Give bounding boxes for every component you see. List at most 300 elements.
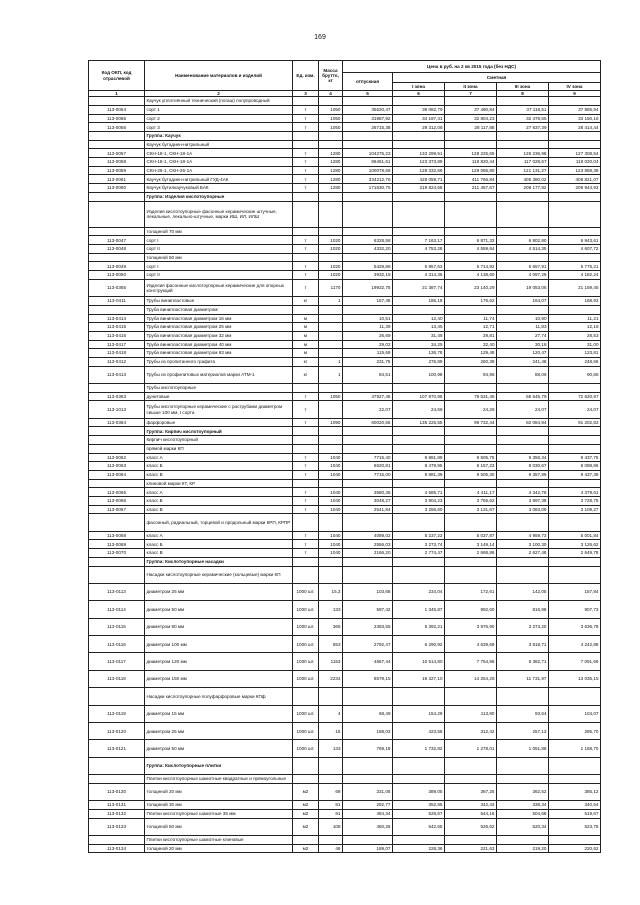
cell-zone-3: 816,98 — [497, 601, 549, 618]
cell-zone-4: 28 414,44 — [549, 123, 601, 132]
cell-unit: т — [293, 158, 319, 167]
cell-zone-2: 342,43 — [445, 801, 497, 810]
cell-zone-2 — [445, 444, 497, 453]
cell-zone-2: 312,42 — [445, 723, 497, 740]
cell-unit: м2 — [293, 801, 319, 810]
cell-zone-4: 33 150,16 — [549, 114, 601, 123]
cell-mass: 1050 — [319, 392, 343, 401]
cell-zone-4: 340,54 — [549, 801, 601, 810]
cell-otpusk: 104275,23 — [343, 149, 393, 158]
cell-zone-2 — [445, 192, 497, 201]
cell-otpusk: 157,45 — [343, 297, 393, 306]
table-row — [89, 401, 601, 418]
cell-mass: 653 — [319, 636, 343, 653]
cell-code: 113-0116 — [89, 636, 145, 653]
cell-zone-3: 5 657,91 — [497, 262, 549, 271]
cell-zone-3 — [497, 305, 549, 314]
cell-otpusk: 4667,44 — [343, 653, 393, 670]
cell-zone-2 — [445, 557, 497, 566]
cell-unit — [293, 688, 319, 705]
cell-zone-4: 9 437,75 — [549, 453, 601, 462]
cell-otpusk: 4089,02 — [343, 531, 393, 540]
cell-zone-4: 168,93 — [549, 297, 601, 306]
cell-mass: 1040 — [319, 549, 343, 558]
cell-zone-1: 7 163,17 — [393, 236, 445, 245]
table-row — [89, 653, 601, 670]
cell-unit: т — [293, 470, 319, 479]
cell-unit: т — [293, 505, 319, 514]
cell-name: прямой марки КП — [145, 444, 293, 453]
cell-name: Насадки кислотоупорные керамические (кольцевые) марки КП — [145, 566, 293, 583]
cell-name: диаметром 25 мм — [145, 723, 293, 740]
cell-zone-1: 8 479,95 — [393, 462, 445, 471]
table-row — [89, 453, 601, 462]
cell-zone-3: 30,18 — [497, 340, 549, 349]
cell-mass: 1280 — [319, 184, 343, 193]
cell-mass: 1153 — [319, 653, 343, 670]
table-row — [89, 723, 601, 740]
header-num-1: 1 — [89, 91, 145, 97]
cell-zone-3: 504,68 — [497, 809, 549, 818]
cell-name: толщиной 50 мм — [145, 818, 293, 835]
cell-code: 113-0054 — [89, 105, 145, 114]
cell-zone-2: 6 871,33 — [445, 236, 497, 245]
cell-zone-1: 24,68 — [393, 401, 445, 418]
cell-zone-1: 234,04 — [393, 583, 445, 600]
cell-zone-4 — [549, 557, 601, 566]
cell-zone-1: 10 514,80 — [393, 653, 445, 670]
cell-zone-3: 6 382,71 — [497, 653, 549, 670]
cell-otpusk: 100078,66 — [343, 166, 393, 175]
cell-code: 113-0133 — [89, 818, 145, 835]
cell-otpusk: 2393,55 — [343, 618, 393, 635]
cell-zone-1: 3 255,60 — [393, 505, 445, 514]
cell-mass — [319, 757, 343, 774]
cell-zone-2: 3 131,67 — [445, 505, 497, 514]
cell-code: 113-0055 — [89, 114, 145, 123]
header-zone-1: I зона — [393, 83, 445, 91]
cell-zone-1: 39 082,79 — [393, 105, 445, 114]
cell-otpusk: 19932,75 — [343, 279, 393, 296]
cell-name: сорт I — [145, 236, 293, 245]
cell-name: Плитки кислотоупорные шамотные 35 мм — [145, 809, 293, 818]
cell-zone-2: 32,40 — [445, 340, 497, 349]
cell-zone-4 — [549, 514, 601, 531]
cell-code: 113-0061 — [89, 175, 145, 184]
cell-mass — [319, 836, 343, 845]
cell-zone-2: 5 037,87 — [445, 531, 497, 540]
cell-mass: 1 — [319, 297, 343, 306]
cell-unit — [293, 775, 319, 784]
cell-zone-1: 428 059,71 — [393, 175, 445, 184]
cell-mass: 1050 — [319, 123, 343, 132]
cell-zone-3: 11 731,97 — [497, 670, 549, 687]
cell-name: Труба винипластовая диаметром 16 мм — [145, 314, 293, 323]
cell-code: 113-0416 — [89, 331, 145, 340]
cell-zone-3: 82 084,94 — [497, 418, 549, 427]
cell-zone-4 — [549, 688, 601, 705]
cell-name: диаметром 15 мм — [145, 705, 293, 722]
cell-code: 113-0364 — [89, 418, 145, 427]
cell-zone-3: 24,07 — [497, 401, 549, 418]
cell-otpusk: 31987,92 — [343, 114, 393, 123]
cell-zone-1 — [393, 566, 445, 583]
cell-code: 113-0130 — [89, 783, 145, 800]
cell-unit: т — [293, 105, 319, 114]
cell-zone-1: 3 273,74 — [393, 540, 445, 549]
cell-code — [89, 97, 145, 106]
cell-otpusk: 331,06 — [343, 783, 393, 800]
cell-mass: 4 — [319, 705, 343, 722]
cell-zone-1: 389,05 — [393, 783, 445, 800]
cell-zone-3 — [497, 227, 549, 236]
header-num-8: 8 — [497, 91, 549, 97]
cell-zone-4: 220,62 — [549, 844, 601, 853]
cell-code: 113-0066 — [89, 496, 145, 505]
cell-zone-3: 19 053,06 — [497, 279, 549, 296]
cell-otpusk — [343, 305, 393, 314]
cell-unit — [293, 97, 319, 106]
cell-name: толщиной 20 мм — [145, 783, 293, 800]
cell-unit — [293, 305, 319, 314]
table-row — [89, 262, 601, 271]
cell-code: 113-0121 — [89, 740, 145, 757]
cell-name: класс В — [145, 549, 293, 558]
cell-name: толщиной 20 мм — [145, 844, 293, 853]
cell-zone-3: 120,47 — [497, 349, 549, 358]
cell-name: Группа: Кислотоупорные насадки — [145, 557, 293, 566]
cell-mass: 15,3 — [319, 583, 343, 600]
cell-name: СКН-18-1, СКН-18-1А — [145, 149, 293, 158]
cell-zone-3: 27 837,39 — [497, 123, 549, 132]
cell-zone-1 — [393, 427, 445, 436]
cell-code: 113-0059 — [89, 166, 145, 175]
cell-zone-3: 65 545,79 — [497, 392, 549, 401]
cell-zone-4 — [549, 97, 601, 106]
cell-zone-1 — [393, 253, 445, 262]
table-row — [89, 636, 601, 653]
cell-zone-2 — [445, 436, 497, 445]
cell-zone-3 — [497, 201, 549, 227]
cell-zone-4 — [549, 566, 601, 583]
cell-zone-3 — [497, 192, 549, 201]
table-row — [89, 340, 601, 349]
cell-mass — [319, 427, 343, 436]
cell-zone-1: 136,78 — [393, 349, 445, 358]
cell-zone-2: 5 714,92 — [445, 262, 497, 271]
table-row — [89, 201, 601, 227]
table-row — [89, 462, 601, 471]
cell-zone-4: 3 728,75 — [549, 496, 601, 505]
cell-code: 113-0065 — [89, 488, 145, 497]
cell-zone-3: 11,83 — [497, 323, 549, 332]
cell-zone-3 — [497, 97, 549, 106]
cell-name: Трубы из пропитанного графита — [145, 357, 293, 366]
header-zone-2: II зона — [445, 83, 497, 91]
cell-zone-4 — [549, 436, 601, 445]
cell-name: диаметром 150 мм — [145, 670, 293, 687]
cell-zone-4: 385,12 — [549, 783, 601, 800]
cell-zone-4: 3 109,27 — [549, 505, 601, 514]
cell-code: 113-0414 — [89, 314, 145, 323]
cell-zone-3: 3 083,09 — [497, 505, 549, 514]
table-row — [89, 531, 601, 540]
cell-unit — [293, 557, 319, 566]
cell-zone-2: 128 065,80 — [445, 166, 497, 175]
cell-unit: 1000 шт. — [293, 618, 319, 635]
cell-zone-1: 9 881,39 — [393, 470, 445, 479]
table-row — [89, 384, 601, 393]
table-row — [89, 757, 601, 774]
cell-name: сорт II — [145, 271, 293, 280]
table-row — [89, 184, 601, 193]
cell-zone-3: 9 356,34 — [497, 453, 549, 462]
cell-zone-1: 12,40 — [393, 314, 445, 323]
cell-mass — [319, 436, 343, 445]
cell-otpusk — [343, 427, 393, 436]
cell-zone-2: 367,25 — [445, 783, 497, 800]
cell-code — [89, 757, 145, 774]
cell-zone-1: 352,85 — [393, 801, 445, 810]
cell-otpusk: 189,07 — [343, 844, 393, 853]
cell-zone-3 — [497, 140, 549, 149]
cell-zone-4: 104,07 — [549, 705, 601, 722]
cell-unit: т — [293, 166, 319, 175]
table-row — [89, 470, 601, 479]
cell-mass: 1040 — [319, 496, 343, 505]
cell-code — [89, 444, 145, 453]
cell-mass: 2234 — [319, 670, 343, 687]
cell-zone-2: 3 149,14 — [445, 540, 497, 549]
cell-code — [89, 479, 145, 488]
table-row — [89, 140, 601, 149]
cell-zone-2: 99 732,44 — [445, 418, 497, 427]
table-row — [89, 783, 601, 800]
cell-code — [89, 140, 145, 149]
cell-name: сорт 3 — [145, 123, 293, 132]
cell-code: 113-0120 — [89, 723, 145, 740]
cell-mass — [319, 479, 343, 488]
cell-name: толщиной 30 мм — [145, 801, 293, 810]
table-row — [89, 392, 601, 401]
cell-name: Группа: Кирпич кислотоупорный — [145, 427, 293, 436]
cell-code: 113-0063 — [89, 462, 145, 471]
cell-zone-1: 133 299,51 — [393, 149, 445, 158]
cell-name: Трубы винипластовые — [145, 297, 293, 306]
table-row — [89, 436, 601, 445]
table-row — [89, 488, 601, 497]
cell-zone-3 — [497, 557, 549, 566]
table-row — [89, 305, 601, 314]
cell-zone-4: 523,75 — [549, 818, 601, 835]
cell-zone-1: 5 237,23 — [393, 531, 445, 540]
cell-zone-1: 34 197,41 — [393, 114, 445, 123]
table-row — [89, 175, 601, 184]
cell-zone-4: 123 858,39 — [549, 166, 601, 175]
cell-zone-2: 11,74 — [445, 314, 497, 323]
cell-unit: м — [293, 314, 319, 323]
cell-zone-4: 408 821,07 — [549, 175, 601, 184]
cell-zone-3: 88,06 — [497, 366, 549, 383]
cell-mass: 1 — [319, 366, 343, 383]
cell-zone-1: 6 290,92 — [393, 636, 445, 653]
cell-mass — [319, 688, 343, 705]
cell-zone-3: 32 478,65 — [497, 114, 549, 123]
cell-zone-2: 3 755,62 — [445, 496, 497, 505]
cell-zone-2 — [445, 253, 497, 262]
cell-zone-1: 423,58 — [393, 723, 445, 740]
cell-zone-4: 31,00 — [549, 340, 601, 349]
cell-mass: 1020 — [319, 236, 343, 245]
cell-code — [89, 436, 145, 445]
cell-unit: т — [293, 453, 319, 462]
cell-code: 113-0132 — [89, 809, 145, 818]
cell-otpusk: 11,39 — [343, 323, 393, 332]
cell-zone-4 — [549, 384, 601, 393]
cell-code — [89, 836, 145, 845]
cell-zone-4 — [549, 444, 601, 453]
cell-code: 113-0413 — [89, 366, 145, 383]
cell-unit — [293, 201, 319, 227]
cell-zone-3: 93,64 — [497, 705, 549, 722]
cell-unit: м — [293, 323, 319, 332]
cell-name: фасонный, радиальный, торцевой и продольный марки КРП, КРПР — [145, 514, 293, 531]
cell-otpusk — [343, 384, 393, 393]
table-row — [89, 297, 601, 306]
cell-zone-3: 405 380,02 — [497, 175, 549, 184]
cell-name: Труба винипластовая диаметром 63 мм — [145, 349, 293, 358]
cell-code: 113-0062 — [89, 453, 145, 462]
cell-unit: 1000 шт. — [293, 740, 319, 757]
cell-mass — [319, 340, 343, 349]
cell-zone-2 — [445, 305, 497, 314]
cell-zone-1: 123 373,89 — [393, 158, 445, 167]
cell-name: СКН-18-1, СКН-18-1А — [145, 158, 293, 167]
cell-zone-2: 129,48 — [445, 349, 497, 358]
table-row — [89, 366, 601, 383]
cell-unit: т — [293, 184, 319, 193]
cell-zone-1 — [393, 140, 445, 149]
cell-zone-2 — [445, 97, 497, 106]
cell-zone-1 — [393, 557, 445, 566]
cell-code — [89, 132, 145, 141]
cell-unit: т — [293, 401, 319, 418]
cell-otpusk: 115,69 — [343, 349, 393, 358]
cell-name: СКН-26-1, СКН-26-1А — [145, 166, 293, 175]
cell-zone-4 — [549, 479, 601, 488]
cell-unit: т — [293, 262, 319, 271]
cell-otpusk: 2541,84 — [343, 505, 393, 514]
cell-unit: 1000 шт. — [293, 636, 319, 653]
cell-name: класс А — [145, 488, 293, 497]
cell-zone-1: 5 392,21 — [393, 618, 445, 635]
cell-name: класс Б — [145, 496, 293, 505]
cell-zone-4 — [549, 305, 601, 314]
cell-name: Плитки кислотоупорные шамотные квадратные и прямоугольные — [145, 775, 293, 784]
table-row — [89, 279, 601, 296]
cell-zone-3: 4 514,35 — [497, 245, 549, 254]
cell-zone-4: 285,70 — [549, 723, 601, 740]
cell-zone-2: 4 639,69 — [445, 636, 497, 653]
cell-name: Труба винипластовая диаметром: — [145, 305, 293, 314]
cell-zone-1 — [393, 97, 445, 106]
cell-otpusk: 26,69 — [343, 331, 393, 340]
cell-unit: т — [293, 236, 319, 245]
cell-zone-2 — [445, 227, 497, 236]
cell-unit: 1000 шт. — [293, 601, 319, 618]
cell-unit — [293, 757, 319, 774]
cell-zone-4: 1 168,70 — [549, 740, 601, 757]
cell-otpusk: 68,49 — [343, 705, 393, 722]
cell-otpusk — [343, 557, 393, 566]
cell-mass: 133 — [319, 601, 343, 618]
table-row — [89, 775, 601, 784]
cell-zone-1: 5 957,63 — [393, 262, 445, 271]
cell-name: диаметром 100 мм — [145, 636, 293, 653]
cell-zone-4 — [549, 201, 601, 227]
table-row — [89, 705, 601, 722]
cell-zone-4: 123,81 — [549, 349, 601, 358]
cell-code: 113-0134 — [89, 844, 145, 853]
cell-otpusk: 292,77 — [343, 801, 393, 810]
cell-mass — [319, 314, 343, 323]
cell-otpusk: 22,07 — [343, 401, 393, 418]
cell-code: 113-0064 — [89, 470, 145, 479]
cell-zone-4: 90,66 — [549, 366, 601, 383]
cell-otpusk: 29,02 — [343, 340, 393, 349]
cell-zone-3: 208 177,82 — [497, 184, 549, 193]
cell-mass — [319, 140, 343, 149]
cell-zone-2: 23 140,29 — [445, 279, 497, 296]
table-row — [89, 314, 601, 323]
cell-zone-3: 4 097,29 — [497, 271, 549, 280]
cell-zone-4 — [549, 253, 601, 262]
cell-zone-2: 260,39 — [445, 357, 497, 366]
cell-code: 113-0057 — [89, 149, 145, 158]
cell-unit — [293, 227, 319, 236]
cell-unit: кг — [293, 297, 319, 306]
cell-zone-2 — [445, 566, 497, 583]
cell-mass: 15 — [319, 723, 343, 740]
table-row — [89, 149, 601, 158]
table-row — [89, 331, 601, 340]
table-row — [89, 158, 601, 167]
cell-mass — [319, 444, 343, 453]
cell-unit: кг — [293, 357, 319, 366]
cell-zone-1: 29 312,08 — [393, 123, 445, 132]
cell-name: диаметром 50 мм — [145, 601, 293, 618]
cell-mass: 1280 — [319, 166, 343, 175]
cell-zone-2 — [445, 384, 497, 393]
cell-zone-1: 4 314,36 — [393, 271, 445, 280]
cell-zone-1: 34,25 — [393, 340, 445, 349]
cell-name: толщиной 70 мм — [145, 227, 293, 236]
cell-zone-1: 128 332,69 — [393, 166, 445, 175]
cell-unit: 1000 шт. — [293, 670, 319, 687]
cell-zone-2: 32 804,23 — [445, 114, 497, 123]
price-table — [88, 60, 601, 853]
cell-zone-1: 228,36 — [393, 844, 445, 853]
cell-zone-4: 157,84 — [549, 583, 601, 600]
cell-code — [89, 775, 145, 784]
cell-zone-2 — [445, 836, 497, 845]
cell-zone-1 — [393, 688, 445, 705]
cell-code: 113-0119 — [89, 705, 145, 722]
cell-zone-3: 121 131,27 — [497, 166, 549, 175]
header-smetnaya: Сметная — [393, 73, 601, 83]
cell-zone-3 — [497, 444, 549, 453]
header-num-9: 9 — [549, 91, 601, 97]
